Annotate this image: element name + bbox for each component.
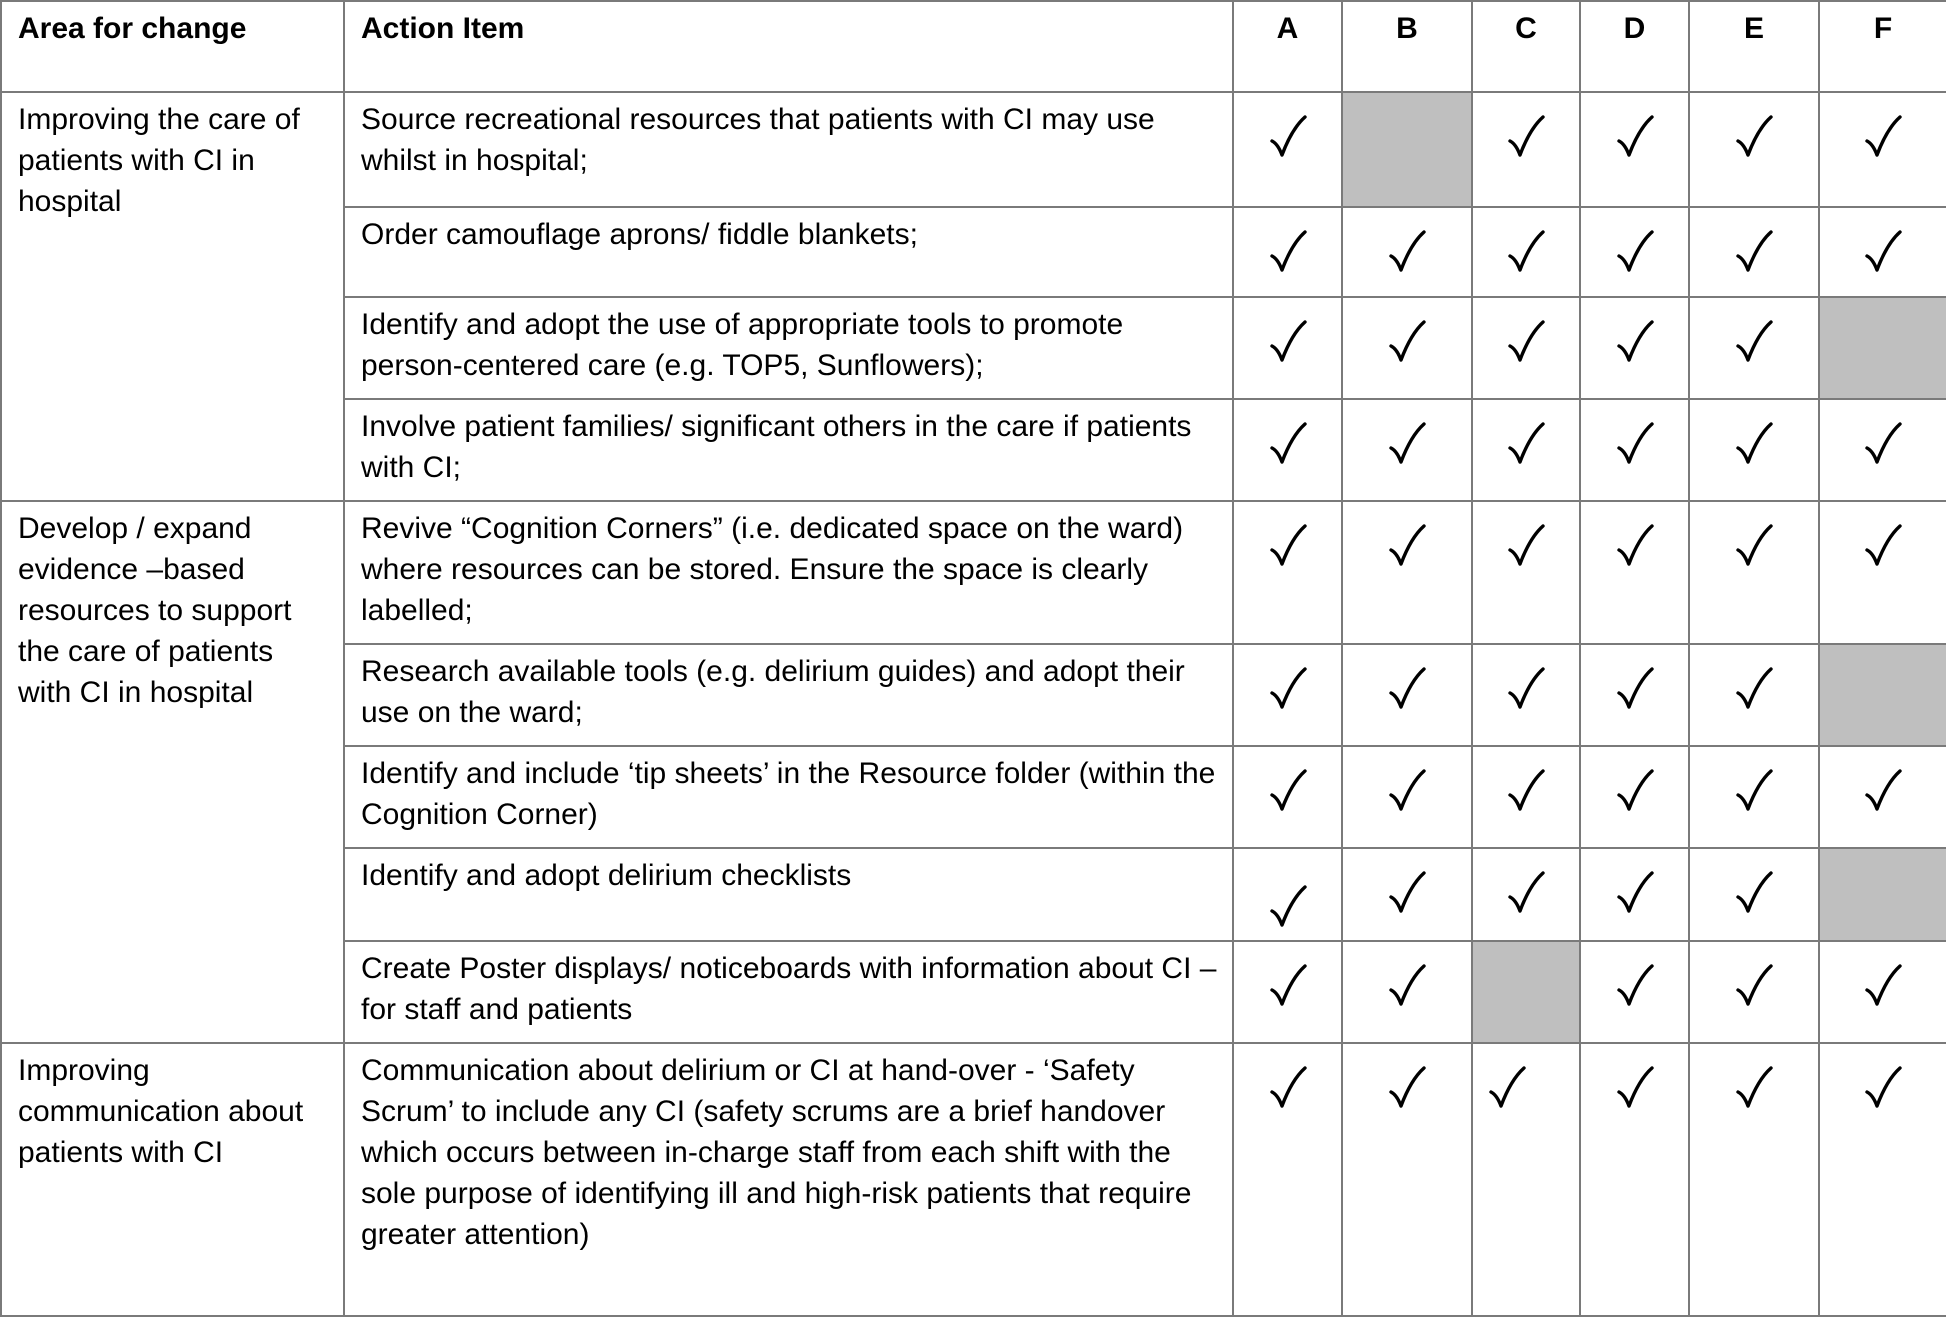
check-mark-icon: [1615, 685, 1655, 718]
mark-cell-a: [1233, 644, 1342, 746]
mark-cell-b: [1342, 941, 1472, 1043]
mark-cell-c: [1472, 848, 1580, 941]
mark-cell-b: [1342, 1043, 1472, 1316]
shaded-cell-f: [1819, 297, 1946, 399]
check-mark-icon: [1734, 133, 1774, 166]
check-mark-icon: [1387, 1084, 1427, 1117]
check-mark-icon: [1387, 982, 1427, 1015]
check-mark-icon: [1387, 889, 1427, 922]
area-cell: Improving communication about patients with CI: [1, 1043, 344, 1316]
header-col-e: E: [1689, 1, 1819, 92]
check-mark-icon: [1615, 1084, 1655, 1117]
check-mark-icon: [1863, 787, 1903, 820]
header-action: Action Item: [344, 1, 1233, 92]
mark-cell-e: [1689, 207, 1819, 297]
check-mark-icon: [1506, 787, 1546, 820]
check-mark-icon: [1863, 1084, 1903, 1117]
mark-cell-b: [1342, 848, 1472, 941]
check-mark-icon: [1734, 248, 1774, 281]
mark-cell-a: [1233, 399, 1342, 501]
check-mark-icon: [1387, 338, 1427, 371]
action-cell: Communication about delirium or CI at hand-over - ‘Safety Scrum’ to include any CI (safety scrums are a brief handover which occurs between in-charge staff from each shift with the sole purpose of identifying ill and high-risk patients that require greater attention): [344, 1043, 1233, 1316]
check-mark-icon: [1268, 787, 1308, 820]
mark-cell-d: [1580, 92, 1689, 207]
header-col-a: A: [1233, 1, 1342, 92]
mark-cell-a: [1233, 297, 1342, 399]
check-mark-icon: [1387, 248, 1427, 281]
mark-cell-d: [1580, 1043, 1689, 1316]
check-mark-icon: [1734, 1084, 1774, 1117]
action-cell: Source recreational resources that patients with CI may use whilst in hospital;: [344, 92, 1233, 207]
mark-cell-c: [1472, 399, 1580, 501]
check-mark-icon: [1268, 542, 1308, 575]
action-cell: Create Poster displays/ noticeboards with information about CI – for staff and patients: [344, 941, 1233, 1043]
mark-cell-e: [1689, 644, 1819, 746]
mark-cell-e: [1689, 92, 1819, 207]
check-mark-icon: [1863, 248, 1903, 281]
mark-cell-a: [1233, 92, 1342, 207]
action-cell: Identify and adopt the use of appropriate tools to promote person-centered care (e.g. TOP5, Sunflowers);: [344, 297, 1233, 399]
check-mark-icon: [1863, 440, 1903, 473]
mark-cell-f: [1819, 746, 1946, 848]
check-mark-icon: [1615, 889, 1655, 922]
header-row: [1, 1, 1946, 92]
header-col-c: C: [1472, 1, 1580, 92]
check-mark-icon: [1387, 685, 1427, 718]
check-mark-icon: [1387, 440, 1427, 473]
mark-cell-e: [1689, 848, 1819, 941]
mark-cell-f: [1819, 399, 1946, 501]
mark-cell-b: [1342, 501, 1472, 644]
check-mark-icon: [1268, 133, 1308, 166]
mark-cell-c: [1472, 501, 1580, 644]
check-mark-icon: [1506, 889, 1546, 922]
check-mark-icon: [1268, 338, 1308, 371]
check-mark-icon: [1734, 889, 1774, 922]
table-row: [1, 92, 1946, 207]
mark-cell-b: [1342, 297, 1472, 399]
area-cell: Develop / expand evidence –based resources to support the care of patients with CI in hospital: [1, 501, 344, 1043]
shaded-cell-b: [1342, 92, 1472, 207]
check-mark-icon: [1506, 248, 1546, 281]
header-col-d: D: [1580, 1, 1689, 92]
check-mark-icon: [1487, 1084, 1527, 1117]
mark-cell-c: [1472, 644, 1580, 746]
mark-cell-b: [1342, 207, 1472, 297]
check-mark-icon: [1506, 685, 1546, 718]
mark-cell-d: [1580, 848, 1689, 941]
check-mark-icon: [1387, 542, 1427, 575]
check-mark-icon: [1863, 133, 1903, 166]
check-mark-icon: [1863, 542, 1903, 575]
mark-cell-a: [1233, 848, 1342, 941]
mark-cell-a: [1233, 1043, 1342, 1316]
mark-cell-d: [1580, 297, 1689, 399]
shaded-cell-c: [1472, 941, 1580, 1043]
area-cell: Improving the care of patients with CI in hospital: [1, 92, 344, 501]
check-mark-icon: [1506, 440, 1546, 473]
header-col-f: F: [1819, 1, 1946, 92]
check-mark-icon: [1734, 787, 1774, 820]
table-row: [1, 501, 1946, 644]
action-cell: Order camouflage aprons/ fiddle blankets;: [344, 207, 1233, 297]
check-mark-icon: [1734, 542, 1774, 575]
check-mark-icon: [1734, 982, 1774, 1015]
action-cell: Involve patient families/ significant others in the care if patients with CI;: [344, 399, 1233, 501]
check-mark-icon: [1615, 440, 1655, 473]
check-mark-icon: [1615, 133, 1655, 166]
check-mark-icon: [1734, 338, 1774, 371]
mark-cell-c: [1472, 297, 1580, 399]
mark-cell-b: [1342, 746, 1472, 848]
check-mark-icon: [1615, 982, 1655, 1015]
action-cell: Identify and adopt delirium checklists: [344, 848, 1233, 941]
check-mark-icon: [1734, 685, 1774, 718]
mark-cell-d: [1580, 399, 1689, 501]
mark-cell-c: [1472, 746, 1580, 848]
mark-cell-e: [1689, 746, 1819, 848]
check-mark-icon: [1506, 133, 1546, 166]
mark-cell-e: [1689, 399, 1819, 501]
check-mark-icon: [1615, 787, 1655, 820]
header-area: Area for change: [1, 1, 344, 92]
mark-cell-d: [1580, 644, 1689, 746]
check-mark-icon: [1268, 440, 1308, 473]
mark-cell-e: [1689, 297, 1819, 399]
action-cell: Research available tools (e.g. delirium guides) and adopt their use on the ward;: [344, 644, 1233, 746]
mark-cell-b: [1342, 399, 1472, 501]
mark-cell-d: [1580, 501, 1689, 644]
mark-cell-d: [1580, 207, 1689, 297]
mark-cell-d: [1580, 941, 1689, 1043]
check-mark-icon: [1268, 248, 1308, 281]
check-mark-icon: [1734, 440, 1774, 473]
mark-cell-b: [1342, 644, 1472, 746]
mark-cell-e: [1689, 941, 1819, 1043]
mark-cell-f: [1819, 92, 1946, 207]
check-mark-icon: [1615, 542, 1655, 575]
mark-cell-a: [1233, 207, 1342, 297]
check-mark-icon: [1268, 903, 1308, 936]
check-mark-icon: [1268, 685, 1308, 718]
mark-cell-e: [1689, 1043, 1819, 1316]
mark-cell-f: [1819, 1043, 1946, 1316]
mark-cell-d: [1580, 746, 1689, 848]
table-row: [1, 1043, 1946, 1316]
mark-cell-f: [1819, 207, 1946, 297]
action-cell: Identify and include ‘tip sheets’ in the Resource folder (within the Cognition Corner): [344, 746, 1233, 848]
mark-cell-a: [1233, 746, 1342, 848]
shaded-cell-f: [1819, 848, 1946, 941]
mark-cell-f: [1819, 941, 1946, 1043]
mark-cell-c: [1472, 92, 1580, 207]
mark-cell-c: [1472, 207, 1580, 297]
check-mark-icon: [1615, 338, 1655, 371]
mark-cell-a: [1233, 941, 1342, 1043]
mark-cell-e: [1689, 501, 1819, 644]
check-mark-icon: [1506, 338, 1546, 371]
check-mark-icon: [1863, 982, 1903, 1015]
mark-cell-a: [1233, 501, 1342, 644]
check-mark-icon: [1506, 542, 1546, 575]
header-col-b: B: [1342, 1, 1472, 92]
shaded-cell-f: [1819, 644, 1946, 746]
mark-cell-c: [1472, 1043, 1580, 1316]
check-mark-icon: [1268, 1084, 1308, 1117]
check-mark-icon: [1615, 248, 1655, 281]
check-mark-icon: [1268, 982, 1308, 1015]
check-mark-icon: [1387, 787, 1427, 820]
mark-cell-f: [1819, 501, 1946, 644]
action-cell: Revive “Cognition Corners” (i.e. dedicated space on the ward) where resources can be stored. Ensure the space is clearly labelled;: [344, 501, 1233, 644]
